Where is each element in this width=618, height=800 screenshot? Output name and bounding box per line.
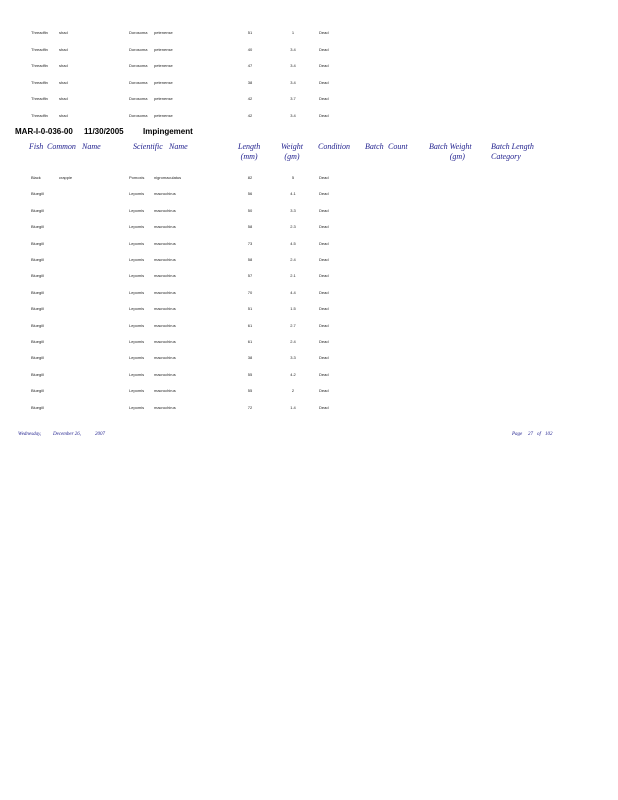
scientific-species: petenense — [154, 63, 173, 69]
col-batch-weight-label: Weight — [449, 142, 472, 151]
scientific-species: macrochirus — [154, 355, 176, 361]
table-row — [0, 339, 618, 349]
length-value: 58 — [247, 257, 253, 262]
length-value: 70 — [247, 289, 253, 295]
table-row — [0, 175, 618, 185]
col-weight-label: Weight — [281, 142, 303, 151]
length-value: 51 — [247, 30, 253, 35]
common-name-2: shad — [59, 113, 68, 118]
common-name-2: shad — [59, 63, 68, 69]
weight-value: 2.4 — [290, 257, 296, 262]
condition-value: Dead — [319, 63, 329, 69]
scientific-species: petenense — [154, 79, 173, 85]
condition-value: Dead — [319, 388, 329, 394]
scientific-genus: Lepomis — [129, 404, 145, 410]
sample-date: 11/30/2005 — [84, 127, 124, 136]
scientific-genus: Lepomis — [129, 273, 145, 279]
footer-year: 2007 — [95, 432, 105, 437]
col-batch: Batch — [365, 142, 384, 151]
condition-value: Dead — [319, 30, 329, 35]
common-name-1: Threadfin — [31, 63, 48, 69]
scientific-genus: Dorosoma — [129, 63, 148, 69]
condition-value: Dead — [319, 113, 329, 118]
scientific-species: macrochirus — [154, 257, 176, 262]
scientific-genus: Lepomis — [129, 224, 145, 230]
scientific-genus: Lepomis — [129, 289, 145, 295]
common-name-2: shad — [59, 79, 68, 85]
length-value: 50 — [247, 207, 253, 213]
scientific-genus: Lepomis — [129, 191, 145, 197]
footer-day: Wednesday, — [18, 432, 42, 437]
scientific-genus: Lepomis — [129, 306, 145, 312]
weight-value: 1.4 — [290, 404, 296, 410]
weight-value: 2.1 — [290, 273, 296, 279]
weight-value: 1.5 — [290, 306, 296, 312]
condition-value: Dead — [319, 79, 329, 85]
common-name-1: Bluegill — [31, 257, 44, 262]
weight-value: 4.4 — [290, 289, 296, 295]
table-row — [0, 63, 618, 73]
common-name-1: Bluegill — [31, 388, 44, 394]
table-row — [0, 224, 618, 234]
col-name: Name — [82, 142, 101, 151]
col-batch-weight — [429, 142, 472, 162]
table-row — [0, 323, 618, 333]
col-condition: Condition — [318, 142, 351, 151]
col-sci-name: Name — [169, 142, 188, 151]
condition-value: Dead — [319, 175, 329, 180]
col-length-unit: (mm) — [240, 152, 258, 161]
col-batch-weight-batch: Batch — [429, 142, 448, 151]
condition-value: Dead — [319, 46, 329, 52]
weight-value: 1 — [291, 30, 295, 35]
condition-value: Dead — [319, 339, 329, 344]
condition-value: Dead — [319, 257, 329, 262]
weight-value: 2 — [291, 388, 295, 394]
common-name-1: Bluegill — [31, 207, 44, 213]
scientific-species: macrochirus — [154, 191, 176, 197]
common-name-2: shad — [59, 96, 68, 102]
length-value: 40 — [247, 46, 253, 52]
scientific-genus: Dorosoma — [129, 96, 148, 102]
scientific-species: macrochirus — [154, 388, 176, 394]
weight-value: 3.4 — [290, 79, 296, 85]
common-name-1: Black — [31, 175, 41, 180]
length-value: 47 — [247, 63, 253, 69]
weight-value: 3.4 — [290, 63, 296, 69]
condition-value: Dead — [319, 306, 329, 312]
table-row — [0, 306, 618, 316]
scientific-species: macrochirus — [154, 371, 176, 377]
scientific-species: macrochirus — [154, 306, 176, 312]
common-name-1: Threadfin — [31, 113, 48, 118]
col-weight — [281, 142, 303, 162]
table-row — [0, 388, 618, 398]
col-batch-length-label: Length — [511, 142, 534, 151]
weight-value: 4.2 — [290, 371, 296, 377]
scientific-species: macrochirus — [154, 240, 176, 246]
scientific-genus: Dorosoma — [129, 46, 148, 52]
length-value: 58 — [247, 224, 253, 230]
length-value: 61 — [247, 339, 253, 344]
table-row — [0, 273, 618, 283]
length-value: 42 — [247, 113, 253, 118]
footer-date: December 26, — [53, 432, 82, 437]
table-row — [0, 355, 618, 365]
common-name-1: Bluegill — [31, 224, 44, 230]
condition-value: Dead — [319, 371, 329, 377]
scientific-species: macrochirus — [154, 207, 176, 213]
weight-value: 2.3 — [290, 224, 296, 230]
scientific-genus: Dorosoma — [129, 113, 148, 118]
common-name-1: Threadfin — [31, 30, 48, 35]
condition-value: Dead — [319, 273, 329, 279]
condition-value: Dead — [319, 96, 329, 102]
col-length-label: Length — [238, 142, 261, 151]
scientific-genus: Lepomis — [129, 322, 145, 328]
scientific-species: petenense — [154, 46, 173, 52]
footer-page-label: Page — [512, 432, 523, 437]
length-value: 61 — [247, 322, 253, 328]
scientific-species: macrochirus — [154, 289, 176, 295]
common-name-1: Bluegill — [31, 339, 44, 344]
scientific-genus: Lepomis — [129, 355, 145, 361]
scientific-species: macrochirus — [154, 339, 176, 344]
condition-value: Dead — [319, 191, 329, 197]
condition-value: Dead — [319, 240, 329, 246]
footer-of: of — [537, 432, 541, 437]
scientific-genus: Dorosoma — [129, 79, 148, 85]
common-name-1: Threadfin — [31, 79, 48, 85]
condition-value: Dead — [319, 404, 329, 410]
common-name-1: Threadfin — [31, 46, 48, 52]
table-row — [0, 96, 618, 106]
footer-page-number: 27 — [528, 432, 533, 437]
common-name-1: Bluegill — [31, 289, 44, 295]
weight-value: 3.3 — [290, 207, 296, 213]
condition-value: Dead — [319, 322, 329, 328]
scientific-genus: Lepomis — [129, 207, 145, 213]
col-fish: Fish — [29, 142, 44, 151]
condition-value: Dead — [319, 207, 329, 213]
length-value: 56 — [247, 191, 253, 197]
station-id: MAR-I-0-036-00 — [15, 127, 73, 136]
length-value: 72 — [247, 404, 253, 410]
weight-value: 3.4 — [290, 46, 296, 52]
col-batch-weight-unit: (gm) — [449, 152, 465, 161]
scientific-species: petenense — [154, 30, 173, 35]
length-value: 38 — [247, 79, 253, 85]
col-category: Category — [491, 152, 521, 161]
condition-value: Dead — [319, 289, 329, 295]
col-batch-length-category — [491, 142, 534, 162]
common-name-1: Threadfin — [31, 96, 48, 102]
length-value: 57 — [247, 273, 253, 279]
length-value: 42 — [247, 96, 253, 102]
scientific-genus: Pomoxis — [129, 175, 145, 180]
col-count: Count — [388, 142, 408, 151]
common-name-1: Bluegill — [31, 306, 44, 312]
scientific-species: macrochirus — [154, 322, 176, 328]
scientific-genus: Lepomis — [129, 371, 145, 377]
table-row — [0, 372, 618, 382]
table-row — [0, 290, 618, 300]
scientific-species: petenense — [154, 96, 173, 102]
table-row — [0, 191, 618, 201]
table-row — [0, 257, 618, 267]
weight-value: 2.4 — [290, 339, 296, 344]
table-row — [0, 47, 618, 57]
weight-value: 4.5 — [290, 240, 296, 246]
length-value: 73 — [247, 240, 253, 246]
col-batch-length-batch: Batch — [491, 142, 510, 151]
common-name-2: shad — [59, 46, 68, 52]
length-value: 82 — [247, 175, 253, 180]
weight-value: 2.7 — [290, 322, 296, 328]
footer-total-pages: 102 — [545, 432, 553, 437]
table-row — [0, 113, 618, 123]
scientific-genus: Dorosoma — [129, 30, 148, 35]
common-name-1: Bluegill — [31, 191, 44, 197]
length-value: 51 — [247, 306, 253, 312]
col-length — [238, 142, 260, 162]
common-name-2: shad — [59, 30, 68, 35]
scientific-species: macrochirus — [154, 273, 176, 279]
table-row — [0, 208, 618, 218]
scientific-genus: Lepomis — [129, 240, 145, 246]
weight-value: 3.7 — [290, 96, 296, 102]
scientific-species: macrochirus — [154, 404, 176, 410]
common-name-1: Bluegill — [31, 273, 44, 279]
scientific-genus: Lepomis — [129, 339, 145, 344]
common-name-1: Bluegill — [31, 371, 44, 377]
condition-value: Dead — [319, 355, 329, 361]
table-row — [0, 80, 618, 90]
common-name-1: Bluegill — [31, 322, 44, 328]
scientific-species: nigromaculatus — [154, 175, 182, 180]
length-value: 55 — [247, 388, 253, 394]
table-row — [0, 241, 618, 251]
weight-value: 4.1 — [290, 191, 296, 197]
common-name-1: Bluegill — [31, 404, 44, 410]
common-name-2: crappie — [59, 175, 73, 180]
common-name-1: Bluegill — [31, 355, 44, 361]
common-name-1: Bluegill — [31, 240, 44, 246]
scientific-species: macrochirus — [154, 224, 176, 230]
length-value: 38 — [247, 355, 253, 361]
sample-type: Impingement — [143, 127, 193, 136]
col-scientific: Scientific — [133, 142, 163, 151]
weight-value: 5 — [291, 175, 295, 180]
condition-value: Dead — [319, 224, 329, 230]
scientific-genus: Lepomis — [129, 388, 145, 394]
col-weight-unit: (gm) — [284, 152, 300, 161]
weight-value: 3.4 — [290, 113, 296, 118]
col-common: Common — [47, 142, 76, 151]
scientific-genus: Lepomis — [129, 257, 145, 262]
table-row — [0, 30, 618, 40]
weight-value: 3.3 — [290, 355, 296, 361]
table-row — [0, 405, 618, 415]
scientific-species: petenense — [154, 113, 173, 118]
length-value: 55 — [247, 371, 253, 377]
